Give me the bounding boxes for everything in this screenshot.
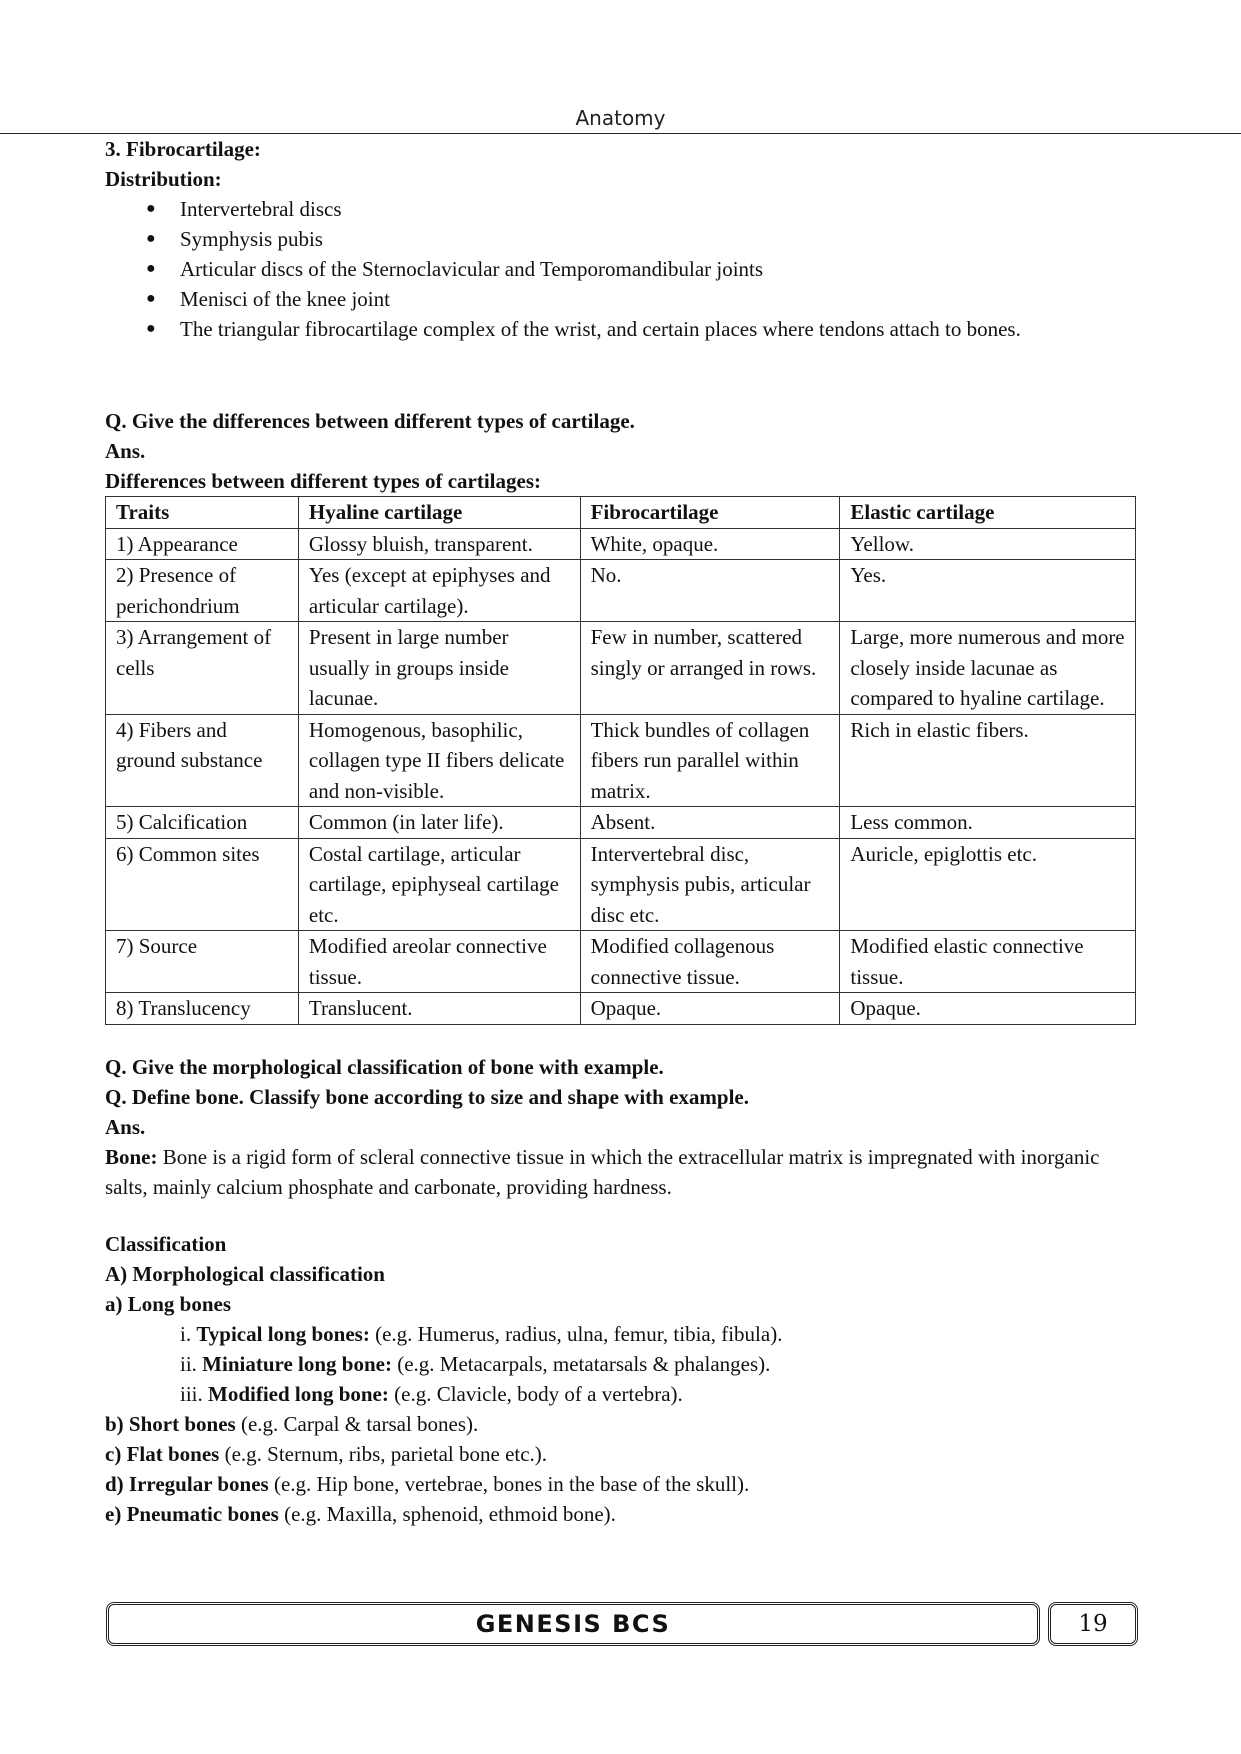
bullet-icon: ● bbox=[146, 290, 156, 307]
table-row bbox=[106, 993, 1136, 1025]
long-bone-item bbox=[105, 1319, 1145, 1349]
hyaline-cell: Present in large number usually in groups inside lacunae. bbox=[298, 622, 580, 715]
item-example: (e.g. Clavicle, body of a vertebra). bbox=[388, 1381, 683, 1406]
bone-term: Bone: bbox=[105, 1144, 158, 1169]
hyaline-cell: Homogenous, basophilic, collagen type II fibers delicate and non-visible. bbox=[298, 714, 580, 807]
morphological-subheading: A) Morphological classification bbox=[105, 1261, 385, 1286]
list-item bbox=[105, 284, 1145, 314]
hyaline-cell: Modified areolar connective tissue. bbox=[298, 931, 580, 993]
column-header: Traits bbox=[106, 497, 299, 529]
elastic-cell: Yellow. bbox=[840, 528, 1136, 560]
distribution-list bbox=[105, 194, 1145, 344]
trait-cell: 8) Translucency bbox=[106, 993, 299, 1025]
question-bone-classification: Q. Give the morphological classification of bone with example. bbox=[105, 1054, 664, 1079]
trait-cell: 1) Appearance bbox=[106, 528, 299, 560]
bullet-icon: ● bbox=[146, 260, 156, 277]
column-header: Hyaline cartilage bbox=[298, 497, 580, 529]
item-example: (e.g. Maxilla, sphenoid, ethmoid bone). bbox=[278, 1501, 616, 1526]
item-example: (e.g. Hip bone, vertebrae, bones in the base of the skull). bbox=[268, 1471, 750, 1496]
trait-cell: 7) Source bbox=[106, 931, 299, 993]
bone-definition-paragraph bbox=[105, 1142, 1145, 1202]
spacer bbox=[105, 1025, 1145, 1052]
elastic-cell: Yes. bbox=[840, 560, 1136, 622]
item-number: ii. bbox=[180, 1351, 203, 1376]
distribution-label: Distribution: bbox=[105, 167, 222, 191]
fibrocartilage-cell: Modified collagenous connective tissue. bbox=[580, 931, 840, 993]
trait-cell: 6) Common sites bbox=[106, 838, 299, 931]
long-bone-item bbox=[105, 1349, 1145, 1379]
table-row bbox=[106, 714, 1136, 807]
item-number: i. bbox=[180, 1321, 197, 1346]
list-item bbox=[105, 314, 1145, 344]
hyaline-cell: Translucent. bbox=[298, 993, 580, 1025]
table-row bbox=[106, 528, 1136, 560]
fibrocartilage-cell: Opaque. bbox=[580, 993, 840, 1025]
table-row bbox=[106, 622, 1136, 715]
bone-type-item bbox=[105, 1469, 1145, 1499]
footer-brand: GENESIS BCS bbox=[475, 1610, 671, 1638]
item-number: iii. bbox=[180, 1381, 209, 1406]
spacer bbox=[105, 1202, 1145, 1229]
trait-cell: 2) Presence of perichondrium bbox=[106, 560, 299, 622]
fibrocartilage-cell: No. bbox=[580, 560, 840, 622]
elastic-cell: Modified elastic connective tissue. bbox=[840, 931, 1136, 993]
fibrocartilage-cell: Thick bundles of collagen fibers run parallel within matrix. bbox=[580, 714, 840, 807]
item-term: d) Irregular bones bbox=[105, 1471, 269, 1496]
fibrocartilage-heading: 3. Fibrocartilage: bbox=[105, 137, 261, 161]
item-term: Modified long bone: bbox=[208, 1381, 389, 1406]
item-term: e) Pneumatic bones bbox=[105, 1501, 279, 1526]
item-example: (e.g. Metacarpals, metatarsals & phalanges). bbox=[391, 1351, 771, 1376]
table-row bbox=[106, 931, 1136, 993]
answer-label: Ans. bbox=[105, 1114, 146, 1139]
item-example: (e.g. Sternum, ribs, parietal bone etc.). bbox=[219, 1441, 548, 1466]
spacer bbox=[105, 344, 1145, 406]
list-item-text: The triangular fibrocartilage complex of the wrist, and certain places where tendons attach to bones. bbox=[180, 317, 1021, 341]
fibrocartilage-cell: Intervertebral disc, symphysis pubis, articular disc etc. bbox=[580, 838, 840, 931]
bullet-icon: ● bbox=[146, 230, 156, 247]
item-term: Miniature long bone: bbox=[202, 1351, 392, 1376]
list-item-text: Menisci of the knee joint bbox=[180, 287, 390, 311]
footer-brand-band bbox=[106, 1602, 1040, 1646]
elastic-cell: Less common. bbox=[840, 807, 1136, 839]
question-define-bone: Q. Define bone. Classify bone according to size and shape with example. bbox=[105, 1084, 750, 1109]
elastic-cell: Auricle, epiglottis etc. bbox=[840, 838, 1136, 931]
table-header-row bbox=[106, 497, 1136, 529]
running-header: Anatomy bbox=[575, 106, 666, 130]
bone-definition: Bone is a rigid form of scleral connective tissue in which the extracellular matrix is impregnated with inorganic salts, mainly calcium phosphate and carbonate, providing hardness. bbox=[105, 1144, 1100, 1199]
long-bones-label: a) Long bones bbox=[105, 1291, 232, 1316]
page-content bbox=[105, 134, 1145, 1529]
item-example: (e.g. Humerus, radius, ulna, femur, tibia, fibula). bbox=[369, 1321, 783, 1346]
bullet-icon: ● bbox=[146, 200, 156, 217]
list-item-text: Intervertebral discs bbox=[180, 197, 342, 221]
trait-cell: 5) Calcification bbox=[106, 807, 299, 839]
item-term: Typical long bones: bbox=[196, 1321, 370, 1346]
elastic-cell: Large, more numerous and more closely inside lacunae as compared to hyaline cartilage. bbox=[840, 622, 1136, 715]
list-item bbox=[105, 254, 1145, 284]
item-term: c) Flat bones bbox=[105, 1441, 220, 1466]
fibrocartilage-cell: White, opaque. bbox=[580, 528, 840, 560]
column-header: Fibrocartilage bbox=[580, 497, 840, 529]
cartilage-comparison-table bbox=[105, 496, 1136, 1025]
hyaline-cell: Common (in later life). bbox=[298, 807, 580, 839]
question-cartilage: Q. Give the differences between different types of cartilage. bbox=[105, 409, 635, 433]
list-item bbox=[105, 194, 1145, 224]
item-example: (e.g. Carpal & tarsal bones). bbox=[235, 1411, 479, 1436]
classification-heading: Classification bbox=[105, 1231, 227, 1256]
hyaline-cell: Yes (except at epiphyses and articular cartilage). bbox=[298, 560, 580, 622]
table-row bbox=[106, 560, 1136, 622]
fibrocartilage-cell: Few in number, scattered singly or arranged in rows. bbox=[580, 622, 840, 715]
table-row bbox=[106, 838, 1136, 931]
list-item-text: Articular discs of the Sternoclavicular and Temporomandibular joints bbox=[180, 257, 764, 281]
column-header: Elastic cartilage bbox=[840, 497, 1136, 529]
bone-type-item bbox=[105, 1499, 1145, 1529]
list-item-text: Symphysis pubis bbox=[180, 227, 323, 251]
page-number: 19 bbox=[1048, 1602, 1138, 1646]
bone-type-item bbox=[105, 1409, 1145, 1439]
bone-type-item bbox=[105, 1439, 1145, 1469]
item-term: b) Short bones bbox=[105, 1411, 236, 1436]
list-item bbox=[105, 224, 1145, 254]
long-bone-item bbox=[105, 1379, 1145, 1409]
fibrocartilage-cell: Absent. bbox=[580, 807, 840, 839]
elastic-cell: Opaque. bbox=[840, 993, 1136, 1025]
bullet-icon: ● bbox=[146, 320, 156, 337]
elastic-cell: Rich in elastic fibers. bbox=[840, 714, 1136, 807]
table-title: Differences between different types of cartilages: bbox=[105, 469, 541, 493]
table-row bbox=[106, 807, 1136, 839]
hyaline-cell: Costal cartilage, articular cartilage, epiphyseal cartilage etc. bbox=[298, 838, 580, 931]
hyaline-cell: Glossy bluish, transparent. bbox=[298, 528, 580, 560]
trait-cell: 4) Fibers and ground substance bbox=[106, 714, 299, 807]
answer-label: Ans. bbox=[105, 439, 146, 463]
trait-cell: 3) Arrangement of cells bbox=[106, 622, 299, 715]
